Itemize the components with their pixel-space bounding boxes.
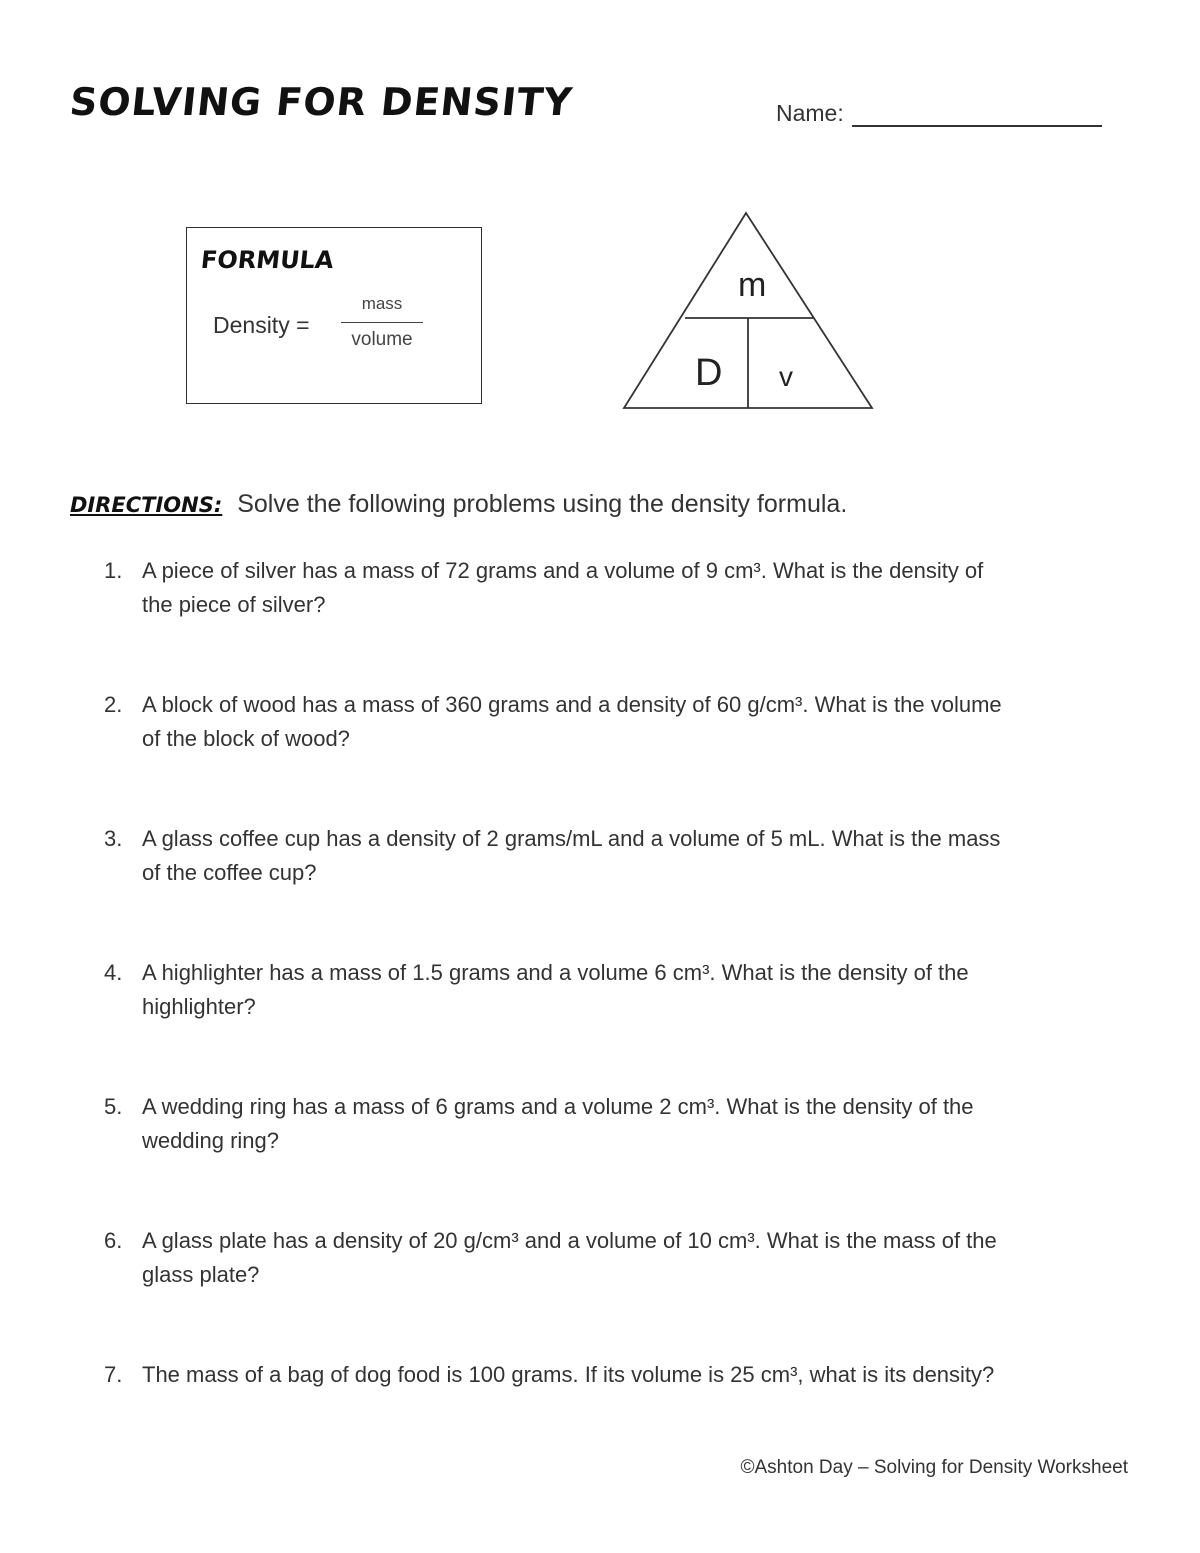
problem-line: of the coffee cup? <box>142 860 317 885</box>
problem-line: A block of wood has a mass of 360 grams and a density of 60 g/cm³. What is the volume <box>142 692 1002 717</box>
name-label: Name: <box>776 100 844 126</box>
density-triangle <box>620 208 876 412</box>
problem-item <box>104 1358 1134 1392</box>
problem-number: 3. <box>104 826 123 851</box>
problem-number: 5. <box>104 1094 123 1119</box>
problem-item <box>104 554 1134 622</box>
page-title: SOLVING FOR DENSITY <box>67 80 575 124</box>
triangle-label-density: D <box>695 352 723 394</box>
problem-item <box>104 1224 1134 1292</box>
name-blank-line <box>852 103 1102 127</box>
problem-line: glass plate? <box>142 1262 260 1287</box>
directions-text: Solve the following problems using the density formula. <box>237 490 848 518</box>
problem-number: 2. <box>104 692 123 717</box>
problem-item <box>104 822 1134 890</box>
problem-line: The mass of a bag of dog food is 100 grams. If its volume is 25 cm³, what is its density? <box>142 1362 995 1387</box>
formula-fraction <box>339 294 425 351</box>
triangle-label-volume: v <box>779 361 793 392</box>
problem-line: of the block of wood? <box>142 726 350 751</box>
problem-number: 6. <box>104 1228 123 1253</box>
problem-line: A glass coffee cup has a density of 2 grams/mL and a volume of 5 mL. What is the mass <box>142 826 1001 851</box>
formula-denominator: volume <box>351 329 413 350</box>
problem-line: A piece of silver has a mass of 72 grams and a volume of 9 cm³. What is the density of <box>142 558 984 583</box>
problem-number: 1. <box>104 558 123 583</box>
directions-label: DIRECTIONS: <box>70 493 223 517</box>
problem-number: 4. <box>104 960 123 985</box>
formula-lhs: Density = <box>213 312 310 338</box>
problem-line: A wedding ring has a mass of 6 grams and a volume 2 cm³. What is the density of the <box>142 1094 974 1119</box>
formula-heading: FORMULA <box>199 246 335 274</box>
footer-copyright: ©Ashton Day – Solving for Density Worksheet <box>740 1457 1128 1478</box>
triangle-label-mass: m <box>738 266 767 304</box>
formula-numerator: mass <box>361 294 403 313</box>
problem-line: A highlighter has a mass of 1.5 grams and a volume 6 cm³. What is the density of the <box>142 960 969 985</box>
problem-line: A glass plate has a density of 20 g/cm³ and a volume of 10 cm³. What is the mass of the <box>142 1228 997 1253</box>
name-field-group <box>776 100 1102 127</box>
directions <box>70 490 847 519</box>
problem-line: the piece of silver? <box>142 592 326 617</box>
problem-item <box>104 688 1134 756</box>
problem-number: 7. <box>104 1362 123 1387</box>
formula-box <box>186 227 482 404</box>
problem-line: highlighter? <box>142 994 256 1019</box>
fraction-bar <box>341 322 423 323</box>
problem-item <box>104 956 1134 1024</box>
problem-item <box>104 1090 1134 1158</box>
problem-line: wedding ring? <box>142 1128 279 1153</box>
